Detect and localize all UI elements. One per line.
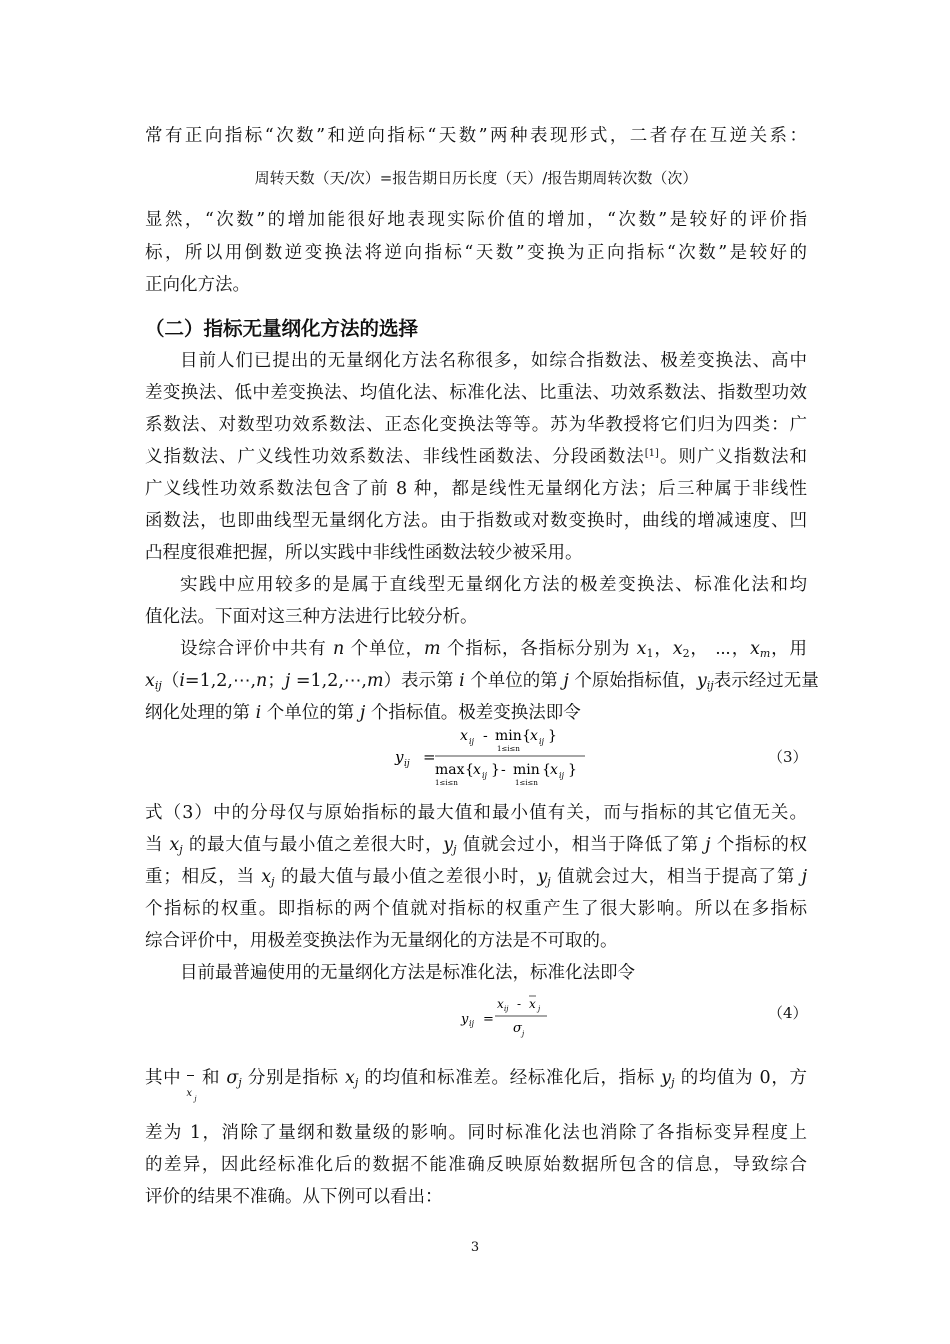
paragraph-line (145, 829, 807, 862)
text-run: 。则广义指数法和 (658, 447, 808, 467)
eq-brace: } (548, 728, 557, 744)
section-heading: （二）指标无量纲化方法的选择 (145, 317, 419, 340)
eq-brace: } (491, 762, 500, 778)
eq-op: - (483, 728, 488, 744)
eq-sub: j (538, 1005, 541, 1013)
eq-var: x (529, 997, 536, 1011)
xbar-symbol (181, 1079, 201, 1103)
math-var: j (359, 703, 366, 723)
text-run: 分别是指标 (241, 1068, 345, 1088)
eq-var: y (395, 748, 404, 766)
math-var: i (459, 671, 465, 691)
eq-op: max (435, 762, 465, 778)
math-var: m (424, 639, 441, 659)
text-run: 当 (145, 835, 170, 855)
paragraph-line: 函数法，也即曲线型无量纲化方法。由于指数或对数变换时，曲线的增减速度、凹 (145, 511, 807, 531)
text-run: 个指标值。极差变换法即令 (365, 703, 581, 723)
eq-sub: j (522, 1030, 525, 1038)
paragraph-line: 差为 1，消除了量纲和数量级的影响。同时标准化法也消除了各指标变异程度上 (145, 1123, 807, 1143)
math-var: x (636, 639, 647, 659)
eq-limit: 1≤i≤n (435, 779, 458, 787)
paragraph-line (145, 1062, 807, 1103)
text-run: 个单位的第 (261, 703, 360, 723)
eq-sign: = (483, 1012, 494, 1027)
math-sub: m (759, 647, 771, 660)
math-sub: 2 (682, 647, 690, 660)
text-run: 值就会过大，相当于提高了第 (550, 867, 802, 887)
math-sub: ij (154, 679, 162, 692)
paragraph-line (145, 441, 807, 474)
math-var: j (801, 867, 808, 887)
text-run: 的均值为 0，方 (674, 1068, 807, 1088)
eq-op: - (517, 997, 522, 1011)
math-var: y (696, 671, 707, 691)
math-var: x (672, 639, 683, 659)
math-var: n (256, 671, 268, 691)
eq-brace: { (465, 762, 474, 778)
eq-sub: ij (539, 737, 545, 746)
paragraph-line (180, 633, 807, 666)
paragraph-line (145, 665, 819, 698)
text-run: ； (267, 671, 285, 691)
paragraph-line: 评价的结果不准确。从下例可以看出： (145, 1187, 443, 1207)
equation-standardization (455, 990, 565, 1045)
paragraph-line: 广义线性功效系数法包含了前 8 种，都是线性无量纲化方法；后三种属于非线性 (145, 479, 807, 499)
turnover-formula: 周转天数（天/次）=报告期日历长度（天）/报告期周转次数（次） (254, 169, 698, 187)
math-sub: ij (706, 679, 714, 692)
text-run: 义指数法、广义线性功效系数法、非线性函数法、分段函数法 (145, 447, 645, 467)
eq-op: - (501, 762, 506, 778)
eq-sub: ij (469, 1019, 475, 1028)
eq-sub: ij (469, 737, 475, 746)
math-var: m (366, 671, 384, 691)
page-number: 3 (470, 1240, 480, 1255)
text-run: 表示经过无量 (713, 671, 819, 691)
paragraph-line: 个指标的权重。即指标的两个值就对指标的权重产生了很大影响。所以在多指标 (145, 899, 807, 919)
paragraph-line: 目前人们已提出的无量纲化方法名称很多，如综合指数法、极差变换法、高中 (180, 351, 807, 371)
eq-var: y (461, 1012, 469, 1027)
text-run: 的均值和标准差。经标准化后，指标 (358, 1068, 662, 1088)
math-sub: j (271, 875, 275, 888)
eq-limit: 1≤i≤n (515, 779, 538, 787)
citation-ref[interactable]: [1] (644, 448, 659, 459)
paragraph-line: 系数法、对数型功效系数法、正态化变换法等等。苏为华教授将它们归为四类：广 (145, 415, 807, 435)
eq-brace: { (542, 762, 551, 778)
text-run: ）表示第 (383, 671, 460, 691)
math-var: x (186, 1088, 192, 1099)
text-run: （ (161, 671, 180, 691)
text-run: ， (653, 639, 673, 659)
math-var: x (261, 867, 272, 887)
eq-var: x (460, 728, 468, 744)
equation-number: （4） (768, 1004, 808, 1022)
eq-var: x (550, 762, 558, 778)
paragraph-line: 实践中应用较多的是属于直线型无量纲化方法的极差变换法、标准化法和均 (180, 575, 807, 595)
eq-var: x (473, 762, 481, 778)
paragraph-line: 常有正向指标“次数”和逆向指标“天数”两种表现形式，二者存在互逆关系： (145, 126, 807, 146)
eq-limit: 1≤i≤n (497, 745, 520, 753)
math-sub: j (671, 1076, 675, 1089)
eq-sub: ij (404, 759, 410, 769)
text-run: =1,2,⋯, (290, 671, 367, 691)
paragraph-line: 式（3）中的分母仅与原始指标的最大值和最小值有关，而与指标的其它值无关。 (145, 803, 807, 823)
math-sub: j (194, 1095, 197, 1103)
paragraph-line: 标，所以用倒数逆变换法将逆向指标“天数”变换为正向指标“次数”是较好的 (145, 243, 807, 263)
math-var: x (145, 671, 155, 691)
math-var: x (344, 1068, 355, 1088)
eq-op: min (495, 728, 522, 744)
paragraph-line: 综合评价中，用极差变换法作为无量纲化的方法是不可取的。 (145, 931, 618, 951)
eq-sub: ij (482, 771, 488, 780)
text-run: 个指标的权 (710, 835, 807, 855)
math-var: i (255, 703, 262, 723)
eq-sub: ij (559, 771, 565, 780)
paragraph-line: 正向化方法。 (145, 275, 250, 295)
text-run: 个单位， (344, 639, 424, 659)
eq-var: x (530, 728, 538, 744)
math-var: y (443, 835, 454, 855)
math-var: j (563, 671, 569, 691)
text-run: 的最大值与最小值之差很大时， (182, 835, 444, 855)
paragraph-line: 差变换法、低中差变换法、均值化法、标准化法、比重法、功效系数法、指数型功效 (145, 383, 807, 403)
math-sub: j (453, 843, 457, 856)
text-run: 和 (201, 1068, 227, 1088)
text-run: ，用 (770, 639, 807, 659)
math-sub: j (179, 843, 183, 856)
text-run: 纲化处理的第 (145, 703, 256, 723)
eq-op: min (513, 762, 540, 778)
equation-range-transform (385, 722, 605, 792)
math-sub: j (238, 1076, 242, 1089)
eq-var: x (497, 997, 504, 1011)
eq-sign: = (423, 748, 436, 766)
math-var: i (179, 671, 185, 691)
paragraph-line (145, 861, 807, 894)
paragraph-line: 目前最普遍使用的无量纲化方法是标准化法，标准化法即令 (180, 963, 635, 983)
equation-number: （3） (768, 748, 808, 766)
math-var: j (284, 671, 291, 691)
eq-brace: } (568, 762, 577, 778)
math-var: n (333, 639, 345, 659)
text-run: 值就会过小，相当于降低了第 (456, 835, 706, 855)
eq-sub: ij (504, 1005, 509, 1013)
text-run: 个原始指标值， (568, 671, 697, 691)
paragraph-line: 的差异，因此经标准化后的数据不能准确反映原始数据所包含的信息，导致综合 (145, 1155, 807, 1175)
math-var: y (537, 867, 548, 887)
text-run: 的最大值与最小值之差很小时， (274, 867, 538, 887)
text-run: 个单位的第 (464, 671, 564, 691)
eq-brace: { (522, 728, 531, 744)
math-var: σ (226, 1068, 239, 1088)
text-run: ， ⋯， (689, 639, 751, 659)
paragraph-line: 凸程度很难把握，所以实践中非线性函数法较少被采用。 (145, 543, 583, 563)
math-sub: 1 (646, 647, 654, 660)
text-run: =1,2,⋯, (184, 671, 257, 691)
math-sub: j (354, 1076, 359, 1089)
math-sub: j (547, 875, 551, 888)
math-var: x (750, 639, 760, 659)
text-run: 设综合评价中共有 (180, 639, 334, 659)
math-var: j (705, 835, 711, 855)
paragraph-line: 值化法。下面对这三种方法进行比较分析。 (145, 607, 478, 627)
math-var: y (661, 1068, 672, 1088)
eq-var: σ (513, 1021, 522, 1036)
text-run: 个指标，各指标分别为 (440, 639, 637, 659)
paragraph-line: 显然，“次数”的增加能很好地表现实际价值的增加，“次数”是较好的评价指 (145, 210, 807, 230)
text-run: 其中 (145, 1068, 182, 1088)
text-run: 重；相反，当 (145, 867, 262, 887)
math-var: x (169, 835, 180, 855)
